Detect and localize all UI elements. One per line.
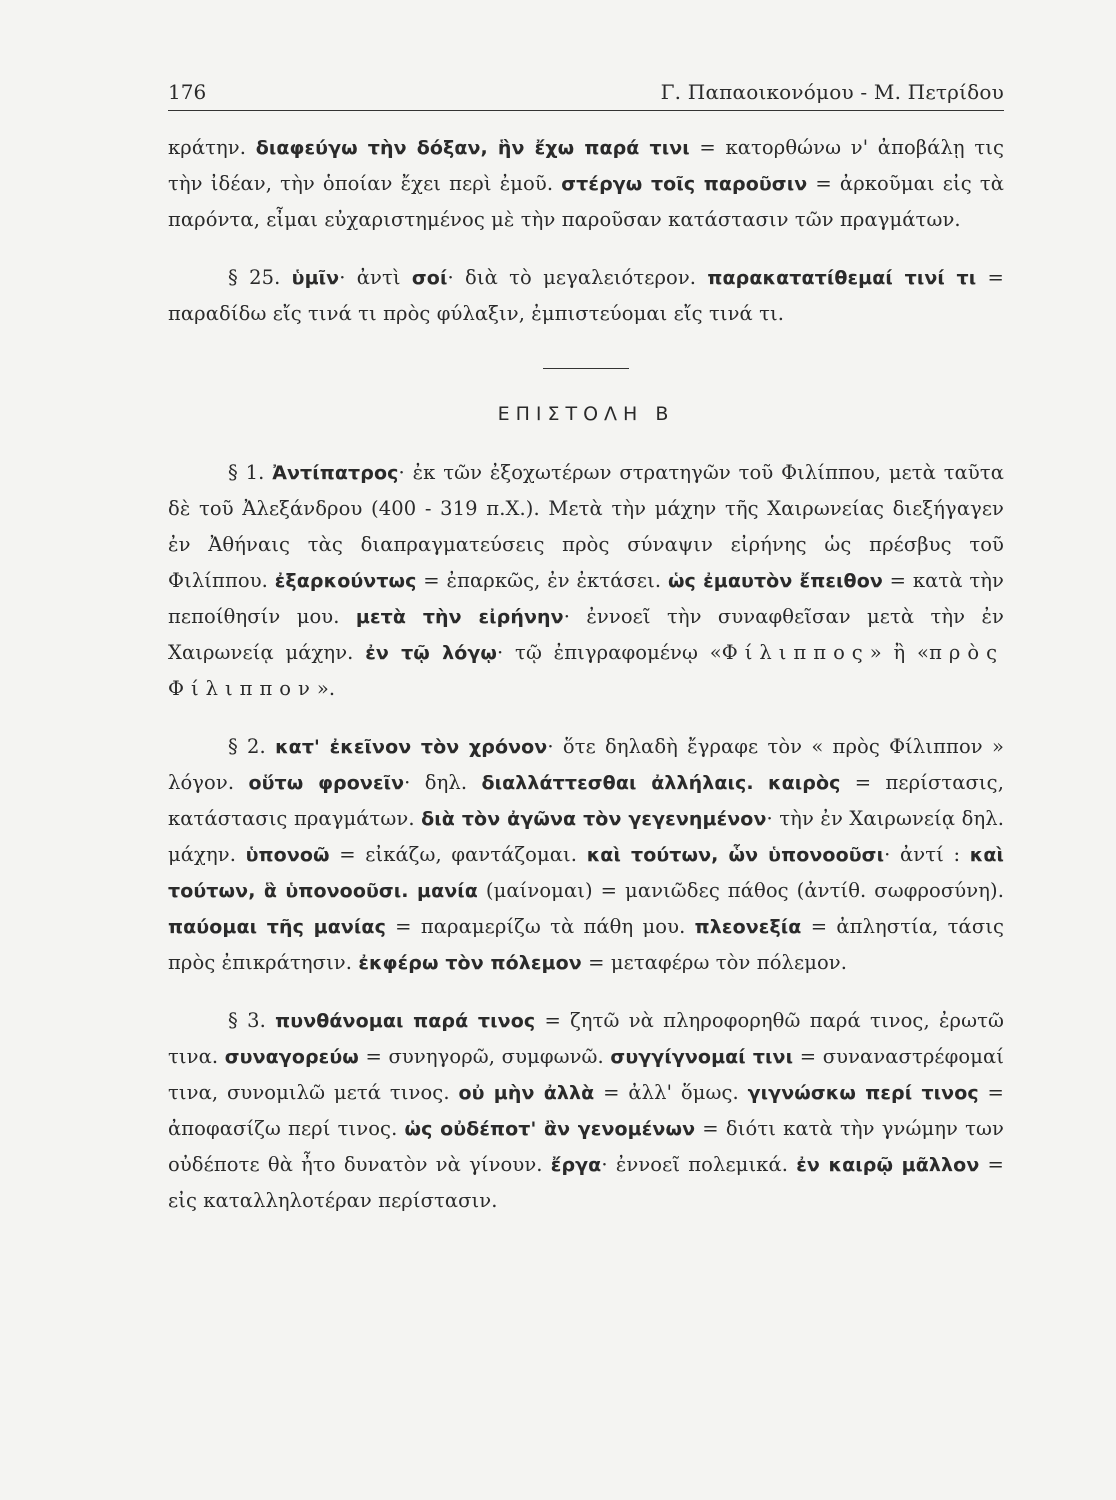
paragraph-1 [168, 455, 1004, 707]
lemma: στέργω τοῖς παροῦσιν [561, 173, 808, 195]
paragraph-3 [168, 1003, 1004, 1219]
lemma: Ἀντίπατρος [272, 462, 399, 484]
text: = κατὰ τὴν πεποίθησίν μου. [168, 569, 1004, 628]
lemma: οὐ μὴν ἀλλὰ [458, 1082, 595, 1104]
spaced-title: Φίλιππος [721, 641, 870, 664]
lemma: μετὰ τὴν εἰρήνην [355, 606, 564, 628]
text: · τὴν ἐν Χαιρωνείᾳ δηλ. μάχην. [168, 807, 1004, 866]
section-number: § 25. [228, 266, 292, 289]
text: = εἰς καταλληλοτέραν περίστασιν. [168, 1153, 1004, 1212]
text: · τῷ ἐπιγραφομένῳ « [497, 641, 722, 664]
lemma: παύομαι τῆς μανίας [168, 916, 386, 938]
text: = κατορθώνω ν' ἀποβάλῃ τις τὴν ἰδέαν, τὴν ὁποίαν ἔχει περὶ ἐμοῦ. [168, 136, 1004, 195]
section-number: § 2. [228, 735, 276, 758]
lemma: οὕτω φρονεῖν [248, 772, 405, 794]
lemma: πλεονεξία [694, 916, 802, 938]
text: · ἐννοεῖ πολεμικά. [601, 1153, 797, 1176]
text: = συναναστρέφομαί τινα, συνομιλῶ μετά τινος. [168, 1045, 1004, 1104]
lemma: καὶ τούτων, ἃ ὑπονοοῦσι. μανία [168, 844, 1004, 902]
section-divider [543, 368, 629, 369]
text: = περίστασις, κατάστασις πραγμάτων. [168, 771, 1004, 830]
text: = συνηγορῶ, συμφωνῶ. [358, 1045, 611, 1068]
section-number: § 3. [228, 1009, 276, 1032]
text: = διότι κατὰ τὴν γνώμην των οὐδέποτε θὰ ἦτο δυνατὸν νὰ γίνουν. [168, 1117, 1004, 1176]
text: · ἀντί : [884, 843, 970, 866]
text: = παραμερίζω τὰ πάθη μου. [385, 915, 695, 938]
lemma: ὑπονοῶ [245, 844, 330, 866]
lemma: διαφεύγω τὴν δόξαν, ἣν ἔχω παρά τινι [255, 137, 690, 159]
text: · ἀντὶ [339, 266, 412, 289]
lemma: καιρὸς [768, 772, 841, 794]
section-number: § 1. [228, 461, 273, 484]
text: = ἐπαρκῶς, ἐν ἐκτάσει. [416, 569, 668, 592]
page-body [168, 130, 1004, 1219]
text: = ἀρκοῦμαι εἰς τὰ παρόντα, εἶμαι εὐχαριστημένος μὲ τὴν παροῦσαν κατάστασιν τῶν πραγμάτων. [168, 172, 1004, 231]
text: · δηλ. [404, 771, 482, 794]
text: κράτην. [168, 136, 256, 159]
text: · ὅτε δηλαδὴ ἔγραφε τὸν « πρὸς Φίλιππον » λόγον. [168, 735, 1004, 794]
lemma: καὶ τούτων, ὧν ὑπονοοῦσι [586, 844, 885, 866]
text: = ἀλλ' ὅμως. [594, 1081, 748, 1104]
text: · ἐννοεῖ τὴν συναφθεῖσαν μετὰ τὴν ἐν Χαιρωνείᾳ μάχην. [168, 605, 1004, 664]
text: = ἀπληστία, τάσις πρὸς ἐπικράτησιν. [168, 915, 1004, 974]
text: = ἀποφασίζω περί τινος. [168, 1081, 1004, 1140]
lemma: γιγνώσκω περί τινος [747, 1082, 979, 1104]
text: = εἰκάζω, φαντάζομαι. [329, 843, 587, 866]
lemma: πυνθάνομαι παρά τινος [275, 1010, 536, 1032]
lemma: κατ' ἐκεῖνον τὸν χρόνον [275, 736, 548, 758]
spaced-title: πρὸς Φίλιππον [168, 641, 1005, 700]
paragraph-25 [168, 260, 1004, 332]
text: = μεταφέρω τὸν πόλεμον. [581, 951, 848, 974]
text: · διὰ τὸ μεγαλειότερον. [447, 266, 708, 289]
text: (μαίνομαι) = μανιῶδες πάθος (ἀντίθ. σωφροσύνη). [477, 879, 1004, 902]
page-header [168, 76, 1004, 111]
lemma: ὡς ἐμαυτὸν ἔπειθον [667, 570, 883, 592]
lemma: ἐν τῷ λόγῳ [365, 642, 498, 664]
text: ». [316, 677, 336, 700]
lemma: ἐν καιρῷ μᾶλλον [796, 1154, 980, 1176]
text: = ζητῶ νὰ πληροφορηθῶ παρά τινος, ἐρωτῶ τινα. [168, 1009, 1004, 1068]
section-title: ΕΠΙΣΤΟΛΗ Β [497, 403, 675, 425]
lemma: συγγίγνομαί τινι [610, 1046, 794, 1068]
text: » ἢ « [869, 641, 930, 664]
text [754, 771, 768, 794]
lemma: συναγορεύω [224, 1046, 359, 1068]
page-number: 176 [168, 80, 207, 104]
lemma: ἐξαρκούντως [274, 570, 417, 592]
text: · ἐκ τῶν ἐξοχωτέρων στρατηγῶν τοῦ Φιλίππου, μετὰ ταῦτα δὲ τοῦ Ἀλεξάνδρου (400 - 319 π.Χ.). Μετὰ τὴν μάχην τῆς Χαιρωνείας διεξήγαγεν ἐν Ἀθήναις τὰς διαπραγματεύσεις πρὸς σύναψιν εἰρήνης ὡς πρέσβυς τοῦ Φιλίππου. [168, 461, 1004, 592]
running-head: Γ. Παπαοικονόμου - Μ. Πετρίδου [660, 80, 1004, 104]
lemma: παρακατατίθεμαί τινί τι [707, 267, 977, 289]
lemma: διαλλάττεσθαι ἀλλήλαις. [481, 772, 754, 794]
lemma: ὡς οὐδέποτ' ἂν γενομένων [404, 1118, 696, 1140]
lemma: σοί [411, 267, 448, 289]
lemma: ἐκφέρω τὸν πόλεμον [358, 952, 582, 974]
lemma: διὰ τὸν ἀγῶνα τὸν γεγενημένον [421, 808, 767, 830]
lemma: ὑμῖν [291, 267, 340, 289]
text: = παραδίδω εἴς τινά τι πρὸς φύλαξιν, ἐμπιστεύομαι εἴς τινά τι. [168, 266, 1004, 325]
lemma: ἔργα [550, 1154, 602, 1176]
paragraph-2 [168, 729, 1004, 981]
paragraph-continuation [168, 130, 1004, 238]
